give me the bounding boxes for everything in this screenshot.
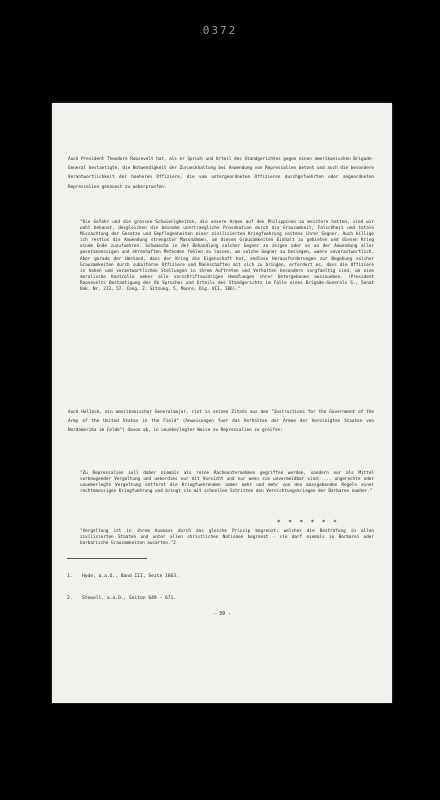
footnote-number: 1. bbox=[67, 574, 73, 579]
footnotes bbox=[67, 566, 367, 610]
footnote-rule bbox=[67, 558, 147, 559]
archive-number: 0372 bbox=[202, 24, 238, 37]
page-number: - 39 - bbox=[212, 611, 232, 617]
paragraph-halleck-intro: Auch Halleck, ein amerikanischer Generalmajor, riet in seinen Zitate aus den "Instructions for the Government of the Army of the United States in the Field" (Anweisungen fuer das Verhalten der Armee der Vereinigten Staaten von Nordamerika im Felde") davon ab, in unueberlegter Weise zu Repressalien zu greifen: bbox=[68, 410, 374, 434]
separator-stars: * * * * * * bbox=[277, 519, 339, 526]
quote-roosevelt: "Die Gefahr und die grossen Schwierigkeiten, die unsere Armee auf den Philippinen zu meistern hatten, sind wir wohl bekannt, desgleichen die beinahe unertraegliche Provokation durch die Grausamkeit, Falschheit und totale Missachtung der Gesetze und Gepflogenheiten einer zivilisierten Kriegfuehrung seitens ihrer Gegner. Auch billige ich restlos die Anwendung strengster Massnahmen, um diesen Grausamkeiten Einhalt zu gebieten und diesen Krieg einem Ende zuzufuehren. Schwaecha in der Behandlung solcher Gegner zu zeigen oder es an der Anwendung aller gesetzmaessigen und ehrenhaften Methoden fehlen zu lassen, um solche Gegner zu besiegen, waere unverantwortlich. Aber gerade der Umstand, dass der Krieg die Eigenschaft hat, endlose Herausforderungen zur Begehung solcher Grausamkeiten durch subalterne Offiziere und Mannschaften mit sich zu bringen, erfordert es, dass die Offiziere in hohen und verantwortlichen Stellungen in ihrem Auftreten und Verhalten besonders sorgfaeltig sind, um eine moralische Kontrolle ueber alle vorschriftswidrigen Handlungen ihrer Untergebenen auszuueben. (President Roosevelts Bestaetigung des Ab Spruches und Urteils des Standgerichts im Falle eines Brigade-Generals S., Senat Dok. Nr. 213, 57. Cong. 2. Sitzung, 5, Moore, Dig. VII, 186)." bbox=[80, 220, 374, 293]
document-sheet bbox=[52, 103, 392, 703]
footnote-item bbox=[67, 566, 367, 588]
quote-halleck-1: "Zu Repressalien soll daher niemals als reine Racheunternehmen gegriffen werden, sondern nur als Mittel vorbeugender Vergeltung und ueberdies nur mit Vorsicht und nur wenn sie unvermeidbar sind; ... ungerechte oder unueberlegte Vergeltung entfernt die Kriegfuehrenden immer mehr und mehr von den massgebenden Regeln einer rechtmaessigen Kriegfuehrung und bringt sie mit schnellen Schritten den Vernichtungskriegen der Barbaren naeher." bbox=[80, 471, 374, 495]
footnote-text: Hyde, a.a.O., Band III, Seite 1663. bbox=[82, 574, 179, 579]
footnote-number: 2. bbox=[67, 596, 73, 601]
paragraph-roosevelt-intro: Auch President Theodore Roosevelt hat, als er Spruch und Urteil des Standgerichtes gegen einen amerikanischen Brigade-General bestaetigte, die Notwendigkeit der Zurueckhaltung bei Anwendung von Repressalien betont und auch die besondere Verantwortlichkeit der hoeheren Offiziere, die vom untergeordneten Offizieren durchgefuehrten oder angeordneten Repressalien genauest zu ueberpruefen: bbox=[68, 157, 374, 190]
footnote-item bbox=[67, 588, 367, 610]
quote-halleck-2: "Vergeltung ist in ihrem Ausmass durch das gleiche Prinzip begrenzt, welches die Bestrafung in allen zivilisierten Staaten und unter allen christlichen Nationen begrenzt - sie darf niemals in Barbarei oder barbarische Grausamkeiten ausarten."2 bbox=[80, 529, 374, 547]
footnote-text: Stowell, a.a.O., Seiten 649 - 671. bbox=[82, 596, 177, 601]
